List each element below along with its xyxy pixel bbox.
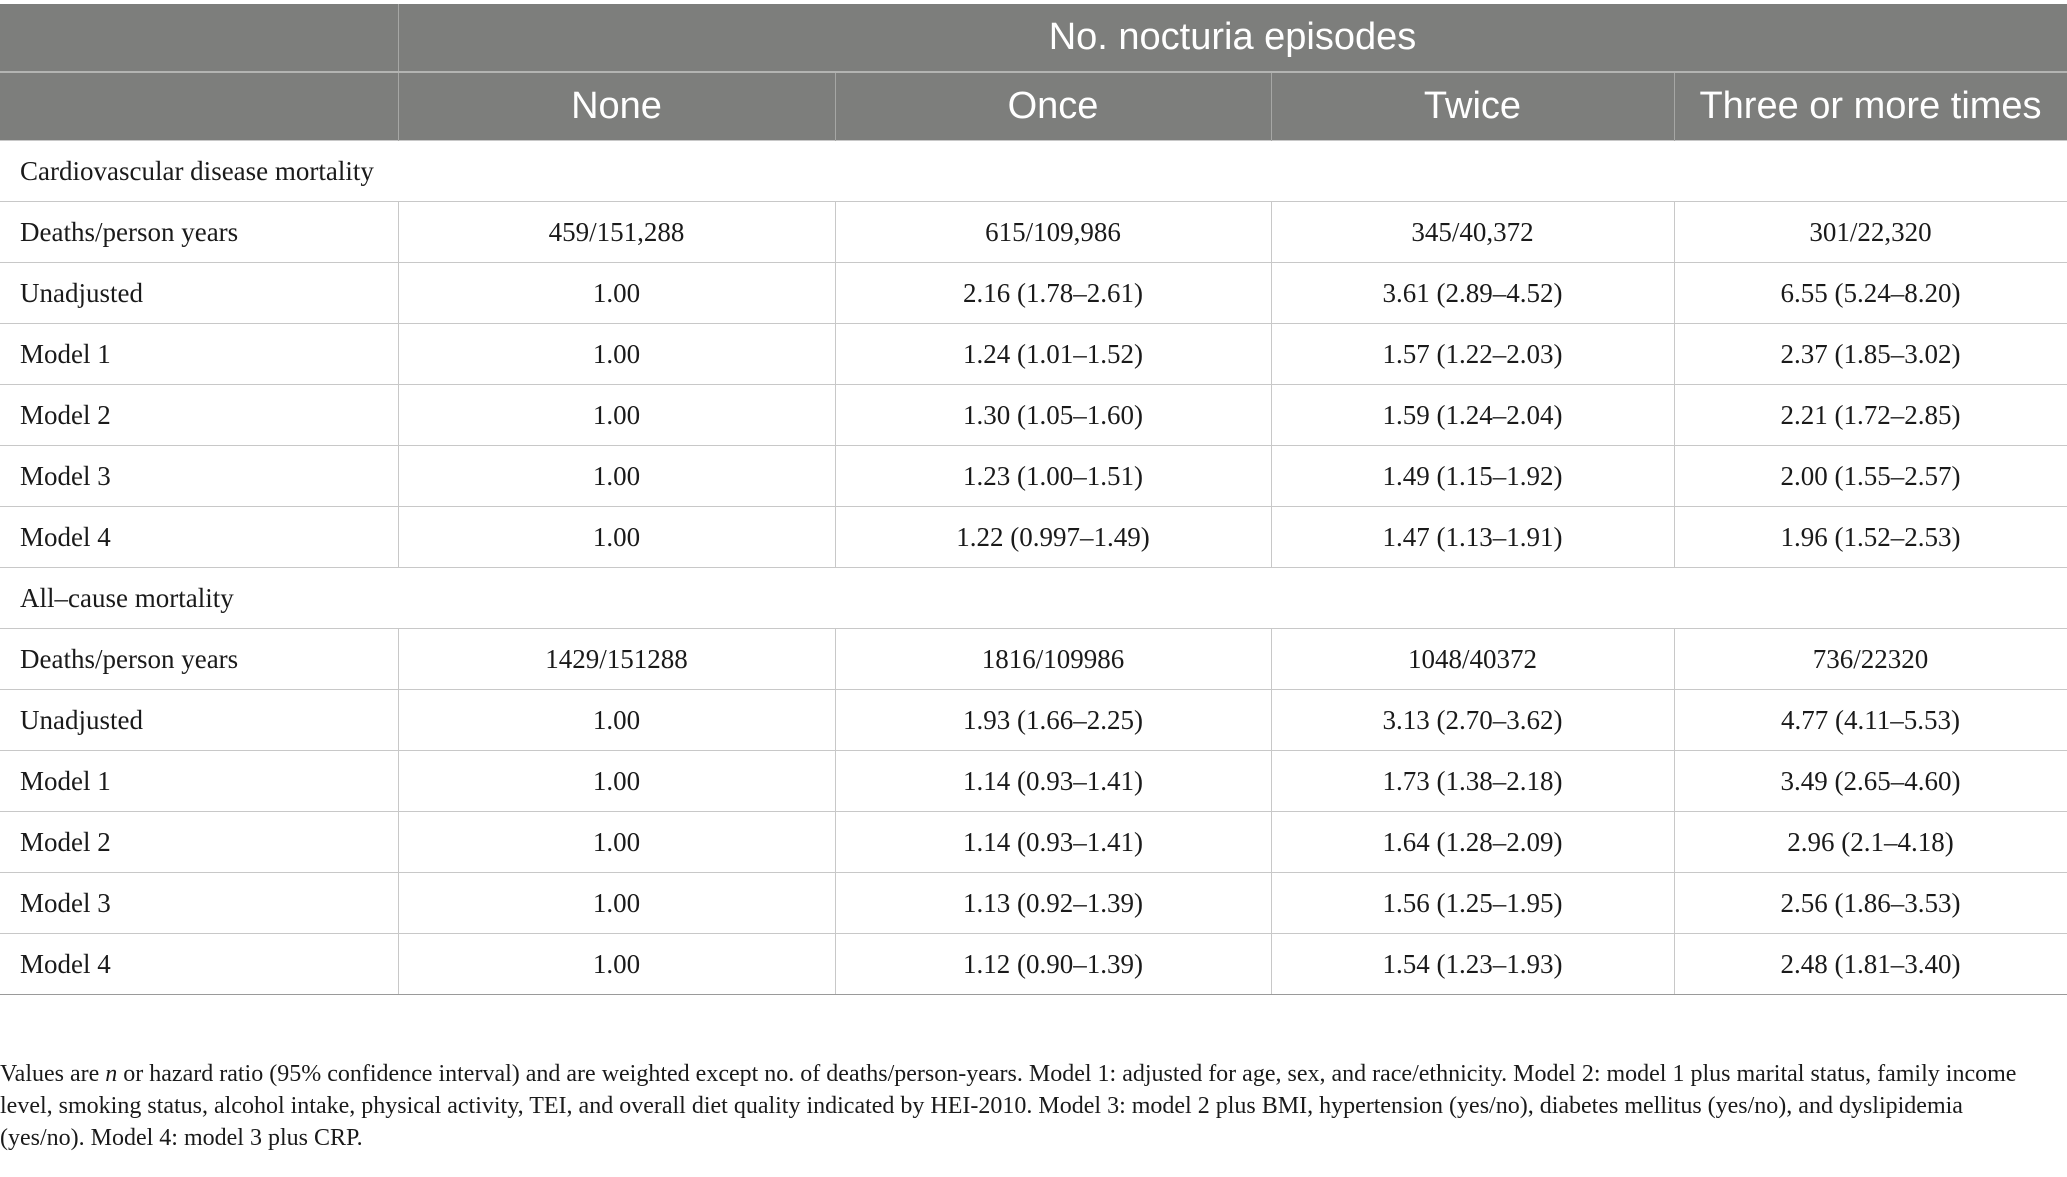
table-cell: 1.96 (1.52–2.53) [1674, 507, 2067, 568]
table-cell: 4.77 (4.11–5.53) [1674, 690, 2067, 751]
table-cell: 3.61 (2.89–4.52) [1271, 263, 1674, 324]
table-cell: 1.93 (1.66–2.25) [835, 690, 1271, 751]
footnote-italic: n [105, 1061, 118, 1087]
table-cell: 1.49 (1.15–1.92) [1271, 446, 1674, 507]
row-label: Unadjusted [0, 690, 398, 751]
table-cell: 1.00 [398, 385, 835, 446]
table-body [0, 141, 2067, 995]
row-label: Model 1 [0, 324, 398, 385]
section-title: All–cause mortality [0, 568, 2067, 629]
table-cell: 1.00 [398, 446, 835, 507]
table-cell: 6.55 (5.24–8.20) [1674, 263, 2067, 324]
footnote-prefix: Values are [0, 1061, 106, 1087]
table-row [0, 385, 2067, 446]
table-cell: 1.64 (1.28–2.09) [1271, 812, 1674, 873]
table-row [0, 812, 2067, 873]
table-cell: 1.73 (1.38–2.18) [1271, 751, 1674, 812]
table-cell: 3.49 (2.65–4.60) [1674, 751, 2067, 812]
table-cell: 1.14 (0.93–1.41) [835, 812, 1271, 873]
table-cell: 1.00 [398, 263, 835, 324]
table-cell: 1.59 (1.24–2.04) [1271, 385, 1674, 446]
table-cell: 1.00 [398, 751, 835, 812]
table-cell: 459/151,288 [398, 202, 835, 263]
table-row [0, 507, 2067, 568]
table-footnote [0, 1058, 2050, 1154]
header-corner-cell [0, 72, 398, 141]
header-row-columns [0, 72, 2067, 141]
table-cell: 1.56 (1.25–1.95) [1271, 873, 1674, 934]
table-cell: 1.22 (0.997–1.49) [835, 507, 1271, 568]
table-row [0, 934, 2067, 995]
column-header: Twice [1271, 72, 1674, 141]
table-cell: 3.13 (2.70–3.62) [1271, 690, 1674, 751]
table-cell: 1429/151288 [398, 629, 835, 690]
section-title: Cardiovascular disease mortality [0, 141, 2067, 202]
row-label: Deaths/person years [0, 629, 398, 690]
row-label: Model 4 [0, 934, 398, 995]
table-cell: 1816/109986 [835, 629, 1271, 690]
table-cell: 1.00 [398, 690, 835, 751]
table-row [0, 324, 2067, 385]
table-cell: 1048/40372 [1271, 629, 1674, 690]
table-cell: 1.12 (0.90–1.39) [835, 934, 1271, 995]
table-cell: 2.56 (1.86–3.53) [1674, 873, 2067, 934]
table-cell: 1.30 (1.05–1.60) [835, 385, 1271, 446]
column-header: Three or more times [1674, 72, 2067, 141]
table-cell: 1.00 [398, 873, 835, 934]
table-cell: 2.16 (1.78–2.61) [835, 263, 1271, 324]
header-corner-cell [0, 4, 398, 72]
table-cell: 1.13 (0.92–1.39) [835, 873, 1271, 934]
row-label: Unadjusted [0, 263, 398, 324]
row-label: Model 2 [0, 812, 398, 873]
table-row [0, 629, 2067, 690]
column-header: Once [835, 72, 1271, 141]
table-cell: 1.00 [398, 324, 835, 385]
table-cell: 1.47 (1.13–1.91) [1271, 507, 1674, 568]
table-cell: 1.00 [398, 507, 835, 568]
table-cell: 615/109,986 [835, 202, 1271, 263]
column-header: None [398, 72, 835, 141]
table-cell: 1.00 [398, 812, 835, 873]
header-row-group [0, 4, 2067, 72]
table-cell: 2.37 (1.85–3.02) [1674, 324, 2067, 385]
section-row [0, 568, 2067, 629]
row-label: Model 1 [0, 751, 398, 812]
table-row [0, 751, 2067, 812]
table-row [0, 873, 2067, 934]
table-cell: 1.14 (0.93–1.41) [835, 751, 1271, 812]
table-cell: 2.00 (1.55–2.57) [1674, 446, 2067, 507]
table-cell: 301/22,320 [1674, 202, 2067, 263]
row-label: Model 3 [0, 446, 398, 507]
table-cell: 1.57 (1.22–2.03) [1271, 324, 1674, 385]
table-cell: 2.21 (1.72–2.85) [1674, 385, 2067, 446]
table-row [0, 263, 2067, 324]
table-cell: 1.54 (1.23–1.93) [1271, 934, 1674, 995]
row-label: Model 4 [0, 507, 398, 568]
table-header [0, 4, 2067, 141]
table-cell: 1.24 (1.01–1.52) [835, 324, 1271, 385]
table-cell: 2.96 (2.1–4.18) [1674, 812, 2067, 873]
footnote-text: or hazard ratio (95% confidence interval) and are weighted except no. of deaths/person-years. Model 1: adjusted for age, sex, and race/ethnicity. Model 2: model 1 plus marital status, family income level, smoking status, alcohol intake, physical activity, TEI, and overall diet quality indicated by HEI-2010. Model 3: model 2 plus BMI, hypertension (yes/no), diabetes mellitus (yes/no), and dyslipidemia (yes/no). Model 4: model 3 plus CRP. [0, 1061, 2017, 1151]
table-row [0, 446, 2067, 507]
table-cell: 345/40,372 [1271, 202, 1674, 263]
row-label: Model 2 [0, 385, 398, 446]
table-row [0, 202, 2067, 263]
table-cell: 2.48 (1.81–3.40) [1674, 934, 2067, 995]
table-cell: 1.00 [398, 934, 835, 995]
table-cell: 1.23 (1.00–1.51) [835, 446, 1271, 507]
table-cell: 736/22320 [1674, 629, 2067, 690]
row-label: Deaths/person years [0, 202, 398, 263]
row-label: Model 3 [0, 873, 398, 934]
table-row [0, 690, 2067, 751]
group-header: No. nocturia episodes [398, 4, 2067, 72]
section-row [0, 141, 2067, 202]
results-table [0, 4, 2067, 995]
